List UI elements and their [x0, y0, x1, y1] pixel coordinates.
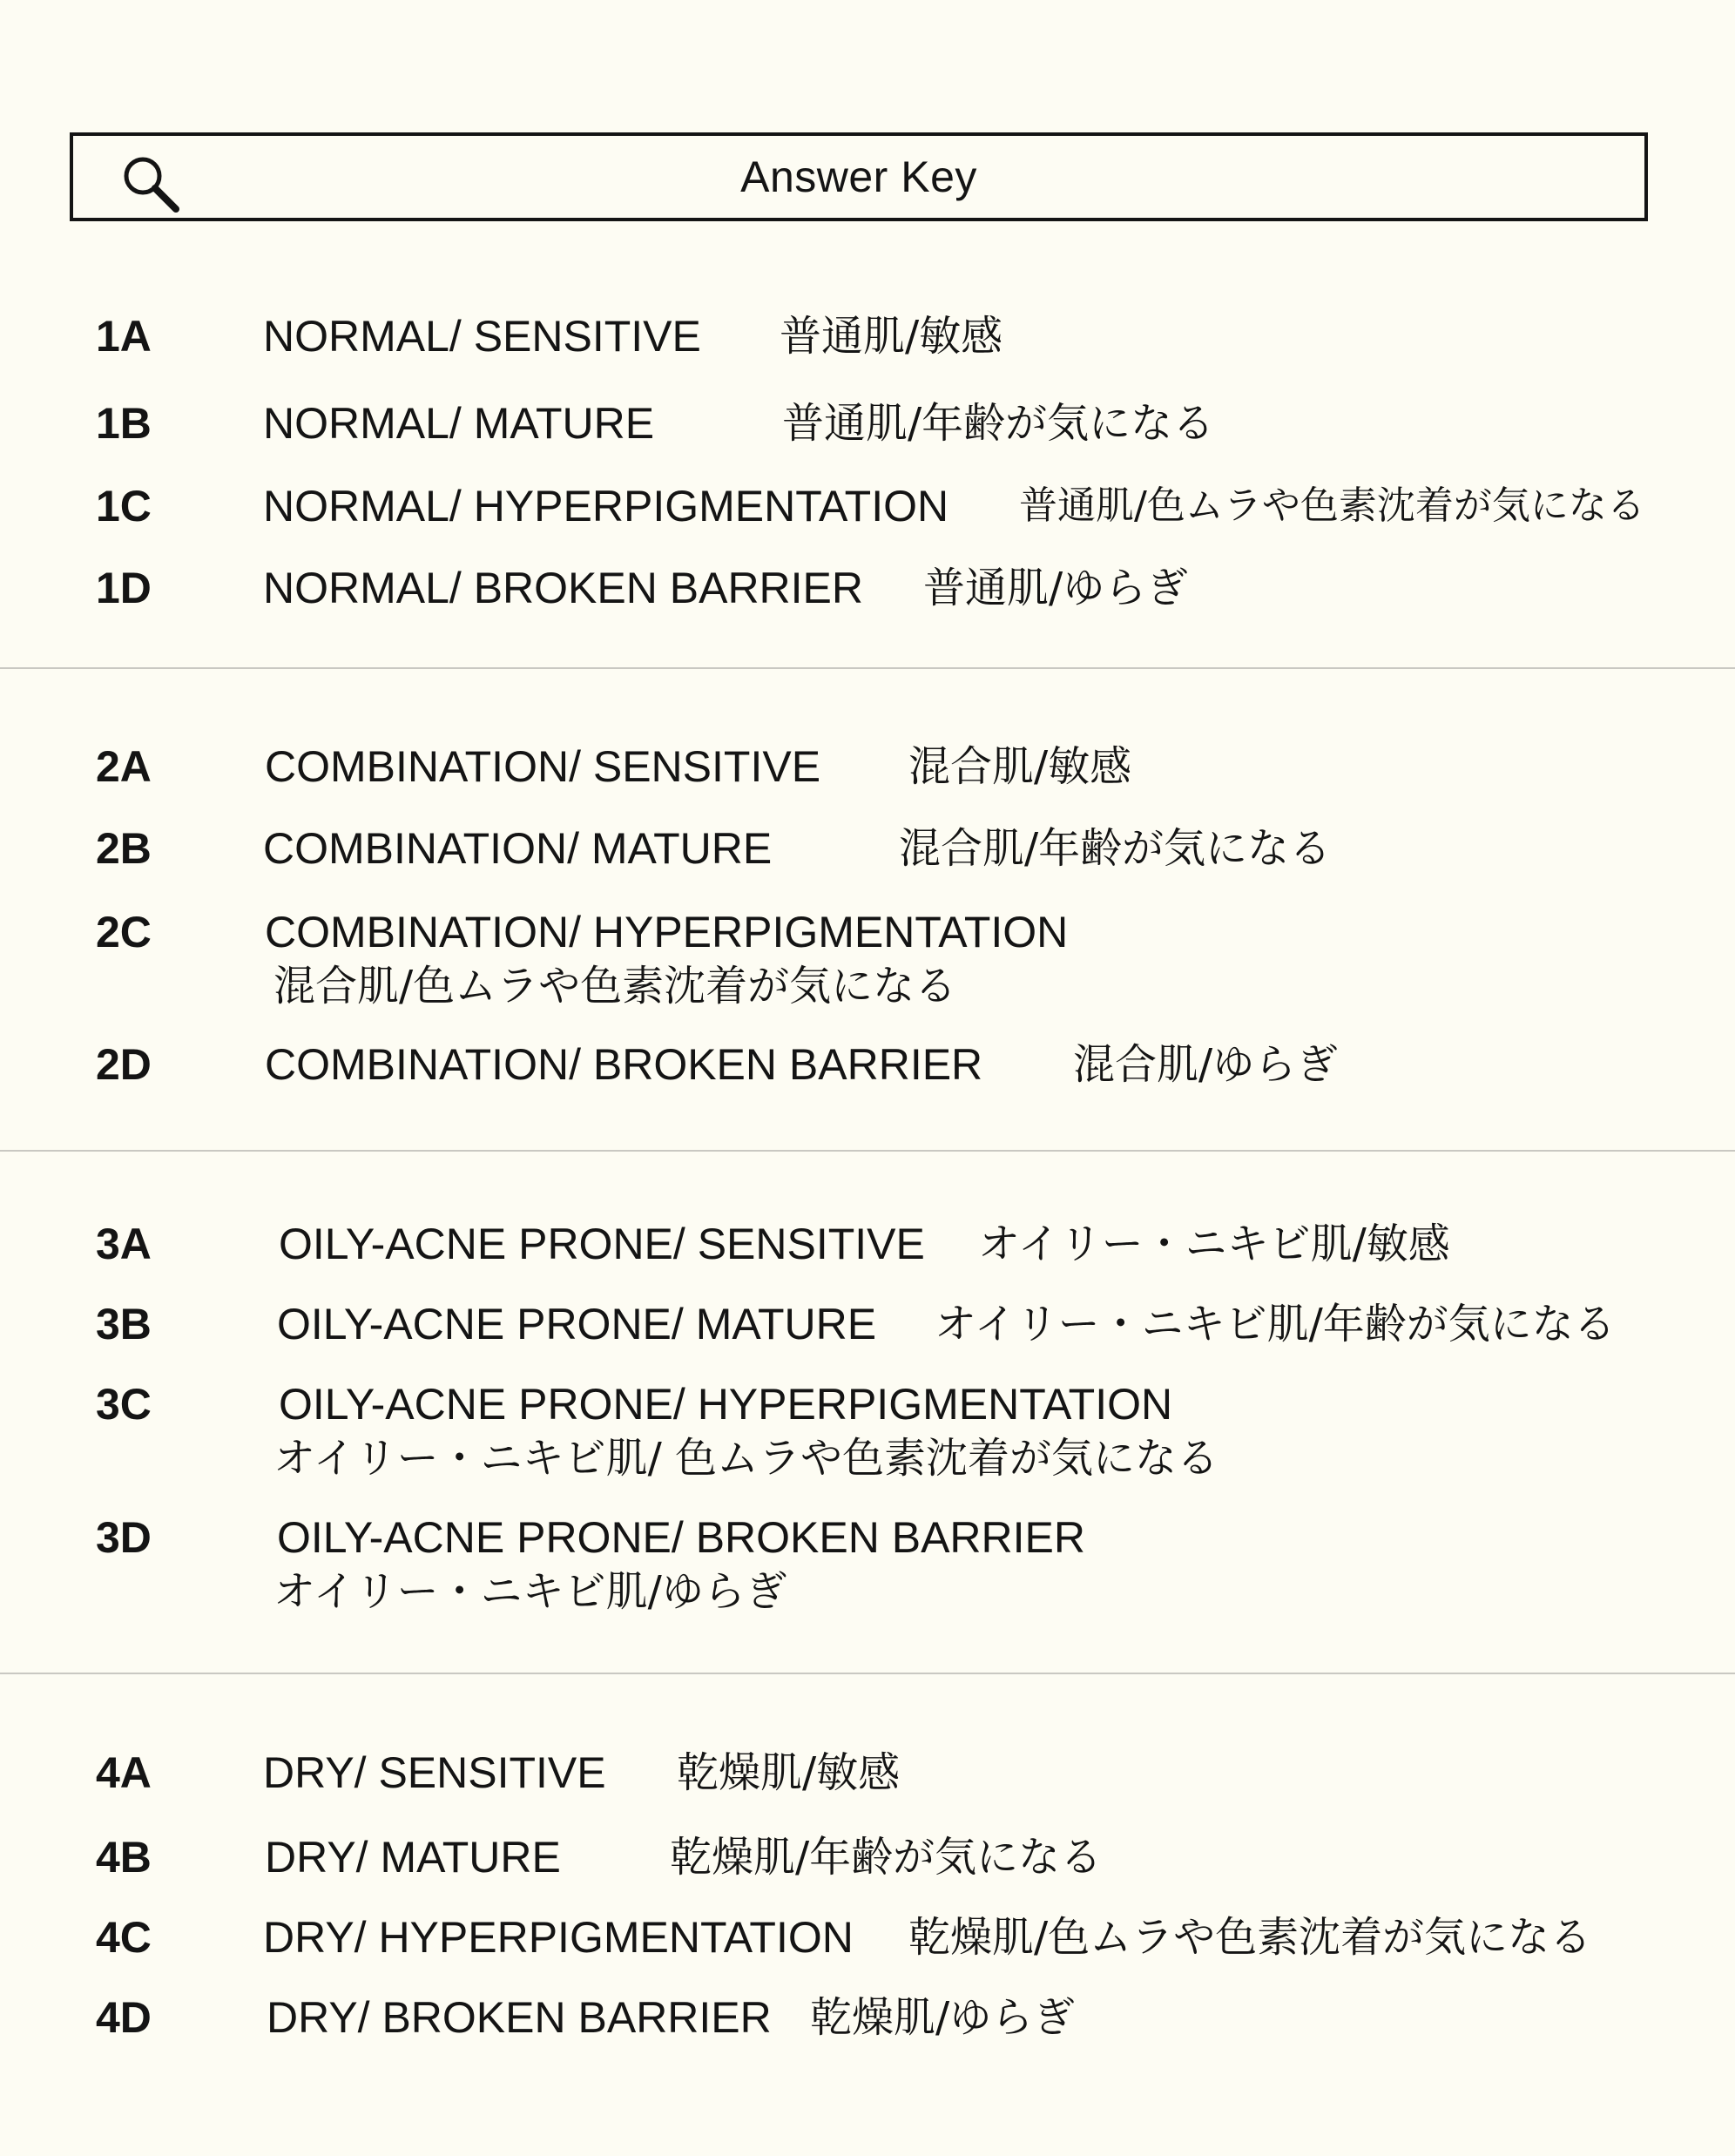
skin-type-en: NORMAL/ BROKEN BARRIER [263, 564, 864, 612]
list-item [0, 906, 1735, 1019]
skin-type-en: COMBINATION/ SENSITIVE [265, 742, 821, 791]
answer-code: 4D [96, 1993, 152, 2042]
answer-code: 3B [96, 1300, 152, 1348]
section-divider [0, 1150, 1735, 1152]
skin-type-en: OILY-ACNE PRONE/ HYPERPIGMENTATION [279, 1380, 1173, 1429]
skin-type-en: DRY/ HYPERPIGMENTATION [263, 1913, 854, 1962]
skin-type-en: COMBINATION/ HYPERPIGMENTATION [265, 908, 1069, 956]
skin-type-en: OILY-ACNE PRONE/ SENSITIVE [279, 1220, 925, 1268]
skin-type-en: DRY/ MATURE [265, 1833, 561, 1882]
search-bar[interactable] [70, 132, 1648, 221]
skin-type-jp: 普通肌/ゆらぎ [923, 564, 1189, 612]
skin-type-en: DRY/ SENSITIVE [263, 1748, 606, 1797]
skin-type-en: OILY-ACNE PRONE/ MATURE [277, 1300, 877, 1348]
skin-type-en: NORMAL/ HYPERPIGMENTATION [263, 482, 949, 531]
skin-type-jp: 乾燥肌/敏感 [677, 1748, 901, 1797]
skin-type-en: COMBINATION/ BROKEN BARRIER [265, 1040, 983, 1089]
list-item [0, 1378, 1735, 1491]
skin-type-jp: 混合肌/年齢が気になる [899, 824, 1332, 873]
skin-type-jp: 混合肌/ゆらぎ [1073, 1040, 1339, 1089]
skin-type-jp: オイリー・ニキビ肌/ゆらぎ [273, 1567, 787, 1616]
answer-code: 1D [96, 564, 152, 612]
skin-type-en: COMBINATION/ MATURE [263, 824, 773, 873]
skin-type-jp: オイリー・ニキビ肌/年齢が気になる [935, 1300, 1616, 1348]
section-divider [0, 1673, 1735, 1674]
answer-code: 2C [96, 908, 152, 956]
page-title: Answer Key [740, 152, 977, 201]
answer-code: 2B [96, 824, 152, 873]
skin-type-jp: オイリー・ニキビ肌/敏感 [978, 1220, 1450, 1268]
skin-type-en: NORMAL/ SENSITIVE [263, 312, 701, 361]
answer-code: 4B [96, 1833, 152, 1882]
skin-type-jp: 乾燥肌/ゆらぎ [810, 1993, 1076, 2042]
list-item [0, 1511, 1735, 1625]
skin-type-jp: 普通肌/敏感 [780, 312, 1003, 361]
answer-code: 1B [96, 399, 152, 448]
answer-code: 4C [96, 1913, 152, 1962]
skin-type-jp: 乾燥肌/年齢が気になる [670, 1833, 1103, 1882]
answer-code: 3C [96, 1380, 152, 1429]
skin-type-en: OILY-ACNE PRONE/ BROKEN BARRIER [277, 1513, 1086, 1562]
skin-type-jp: 乾燥肌/色ムラや色素沈着が気になる [908, 1913, 1592, 1962]
answer-code: 2D [96, 1040, 152, 1089]
skin-type-jp: 混合肌/色ムラや色素沈着が気になる [273, 962, 957, 1010]
answer-code: 3A [96, 1220, 152, 1268]
answer-code: 1A [96, 312, 152, 361]
skin-type-jp: 混合肌/敏感 [908, 742, 1132, 791]
section-divider [0, 667, 1735, 669]
skin-type-jp: オイリー・ニキビ肌/ 色ムラや色素沈着が気になる [273, 1434, 1219, 1483]
answer-code: 1C [96, 482, 152, 531]
skin-type-en: DRY/ BROKEN BARRIER [267, 1993, 772, 2042]
answer-code: 2A [96, 742, 152, 791]
answer-code: 3D [96, 1513, 152, 1562]
answer-code: 4A [96, 1748, 152, 1797]
skin-type-jp: 普通肌/色ムラや色素沈着が気になる [1019, 483, 1645, 528]
skin-type-en: NORMAL/ MATURE [263, 399, 655, 448]
skin-type-jp: 普通肌/年齢が気になる [782, 399, 1215, 448]
